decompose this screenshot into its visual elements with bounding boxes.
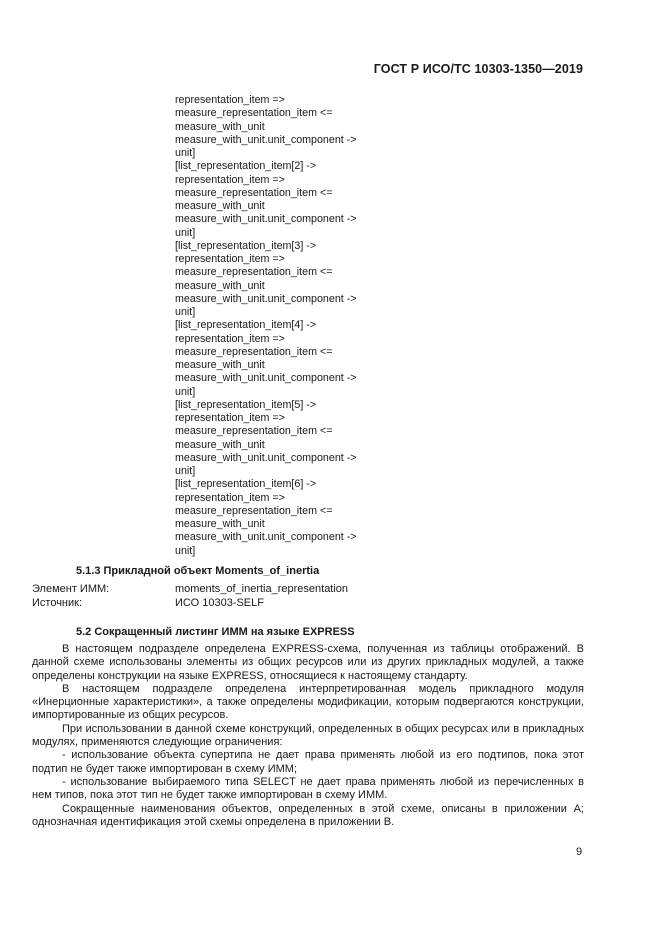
code-line: [list_representation_item[2] -> (175, 160, 317, 173)
code-line: measure_representation_item <= (175, 266, 333, 279)
code-line: [list_representation_item[3] -> (175, 239, 317, 252)
source-label: Источник: (32, 597, 83, 609)
code-line: measure_with_unit (175, 200, 265, 212)
code-line: measure_with_unit.unit_component -> (175, 372, 357, 385)
code-line: unit] (175, 147, 196, 159)
code-line: unit] (175, 306, 196, 318)
code-line: representation_item => (175, 173, 285, 186)
code-line: unit] (175, 544, 196, 557)
code-line: [list_representation_item[4] -> (175, 319, 317, 332)
section-title: 5.2 Сокращенный листинг ИММ на языке EXPRESS (76, 626, 355, 638)
source-value: ИСО 10303-SELF (175, 597, 264, 609)
code-line: representation_item => (175, 491, 285, 504)
code-line: measure_with_unit (175, 120, 265, 133)
code-line: measure_representation_item <= (175, 107, 333, 120)
code-line: measure_with_unit.unit_component -> (175, 451, 357, 464)
code-line: representation_item => (175, 332, 285, 345)
code-line: representation_item => (175, 253, 285, 265)
code-line: representation_item => (175, 412, 285, 424)
code-line: unit] (175, 465, 196, 477)
code-line: measure_with_unit (175, 359, 265, 371)
element-label: Элемент ИММ: (32, 583, 110, 595)
code-line: measure_with_unit.unit_component -> (175, 133, 357, 146)
code-line: measure_with_unit (175, 438, 265, 451)
code-line: measure_with_unit.unit_component -> (175, 531, 357, 544)
list-item: - использование объекта супертипа не дает права применять любой из его подтипов, пока этот подтип не будет также импортирован в схему ИММ; (32, 749, 584, 775)
paragraph: Сокращенные наименования объектов, определенных в этой схеме, описаны в приложении А; однозначная идентификация этой схемы определена в приложении В. (32, 802, 584, 828)
code-line: measure_with_unit.unit_component -> (175, 292, 357, 305)
page-number: 9 (576, 846, 583, 858)
list-item: - использование выбираемого типа SELECT не дает права применять любой из перечисленных в нем типов, пока этот тип не будет также импортирован в схему ИММ. (32, 775, 584, 802)
section-body (32, 643, 584, 829)
code-line: measure_with_unit (175, 279, 265, 292)
subsection-title: 5.1.3 Прикладной объект Moments_of_inertia (76, 565, 320, 577)
code-line: measure_representation_item <= (175, 504, 333, 517)
code-line: [list_representation_item[6] -> (175, 478, 317, 491)
standard-header: ГОСТ Р ИСО/ТС 10303-1350—2019 (373, 62, 583, 76)
code-line: unit] (175, 226, 196, 239)
express-mapping-listing (175, 94, 357, 558)
code-line: representation_item => (175, 94, 285, 106)
paragraph: При использовании в данной схеме конструкций, определенных в общих ресурсах или в прикладных модулях, применяются следующие ограничения: (32, 722, 584, 749)
code-line: measure_with_unit (175, 518, 265, 530)
code-line: measure_representation_item <= (175, 345, 333, 358)
code-line: unit] (175, 385, 196, 398)
paragraph: В настоящем подразделе определена EXPRESS-схема, полученная из таблицы отображений. В данной схеме использованы элементы из общих ресурсов или из других прикладных модулей, а также определены конструкции на языке EXPRESS, относящиеся к настоящему стандарту. (32, 643, 584, 682)
code-line: [list_representation_item[5] -> (175, 398, 317, 411)
paragraph: В настоящем подразделе определена интерпретированная модель прикладного модуля «Инерционные характеристики», а также определены модификации, которым подвергаются конструкции, импортированные из общих ресурсов. (32, 682, 584, 722)
code-line: measure_representation_item <= (175, 425, 333, 438)
code-line: measure_representation_item <= (175, 186, 333, 199)
element-value: moments_of_inertia_representation (175, 583, 349, 595)
code-line: measure_with_unit.unit_component -> (175, 213, 357, 226)
